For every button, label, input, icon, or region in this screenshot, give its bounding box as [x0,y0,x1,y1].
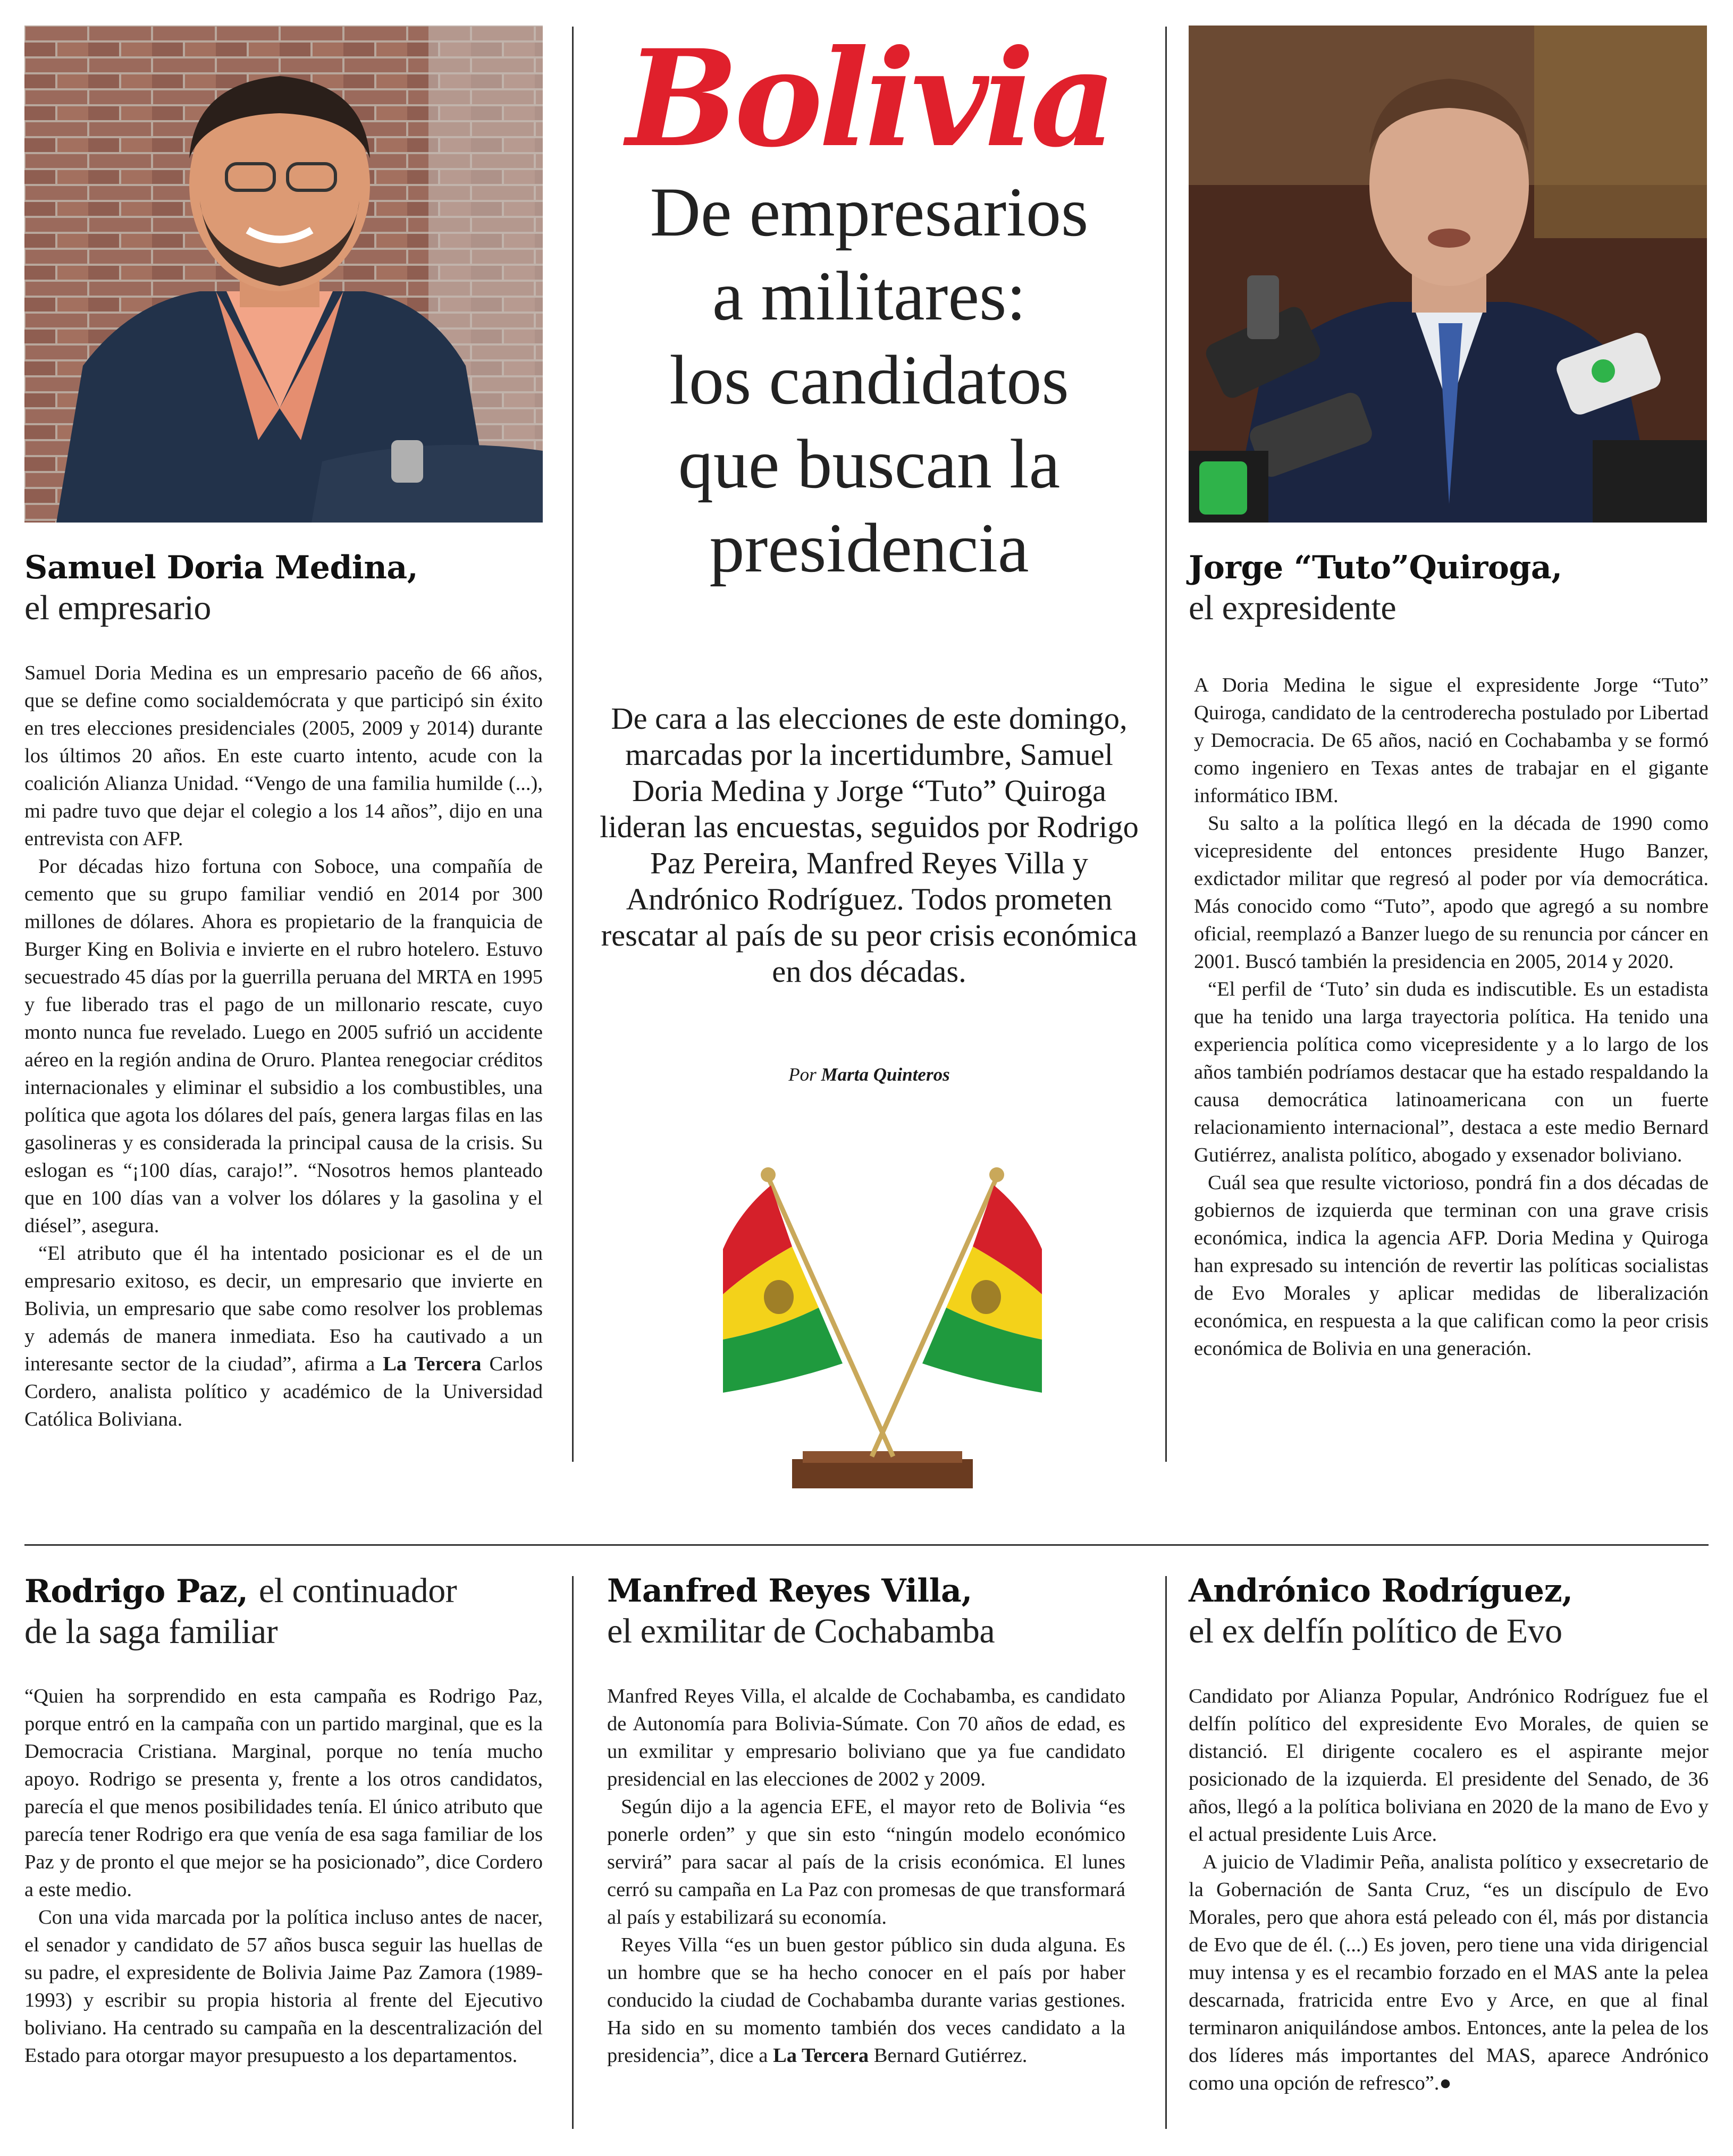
andronico-paragraph [1189,1848,1709,2097]
headline-line: los candidatos [669,341,1069,419]
doria-paragraph [24,1240,543,1433]
byline [595,1064,1143,1085]
headline-line: presidencia [709,509,1029,587]
paz-subtitle-b: de la saga familiar [24,1612,278,1651]
quiroga-body [1194,671,1709,1362]
doria-paragraph: Samuel Doria Medina es un empresario paceño de 66 años, que se define como socialdemócrata y que participó sin éxito en tres elecciones presidenciales (2005, 2009 y 2014) durante los últimos 20 años. En este cuarto intento, acude con la coalición Alianza Unidad. “Vengo de una familia humilde (...), mi padre tuvo que dejar el colegio a los 14 años”, dijo en una entrevista con AFP. [24,662,543,850]
doria-paragraph-outlet: La Tercera [383,1353,482,1375]
byline-author: Marta Quinteros [821,1064,950,1085]
paz-body [24,1682,543,2069]
andronico-paragraph-text: A juicio de Vladimir Peña, analista político y exsecretario de la Gobernación de Santa Cruz, “es un discípulo de Evo Morales, pero que ahora está peleado con él, más por distancia de Evo que de él. (...) Es joven, pero tiene una vida dirigencial muy intensa y es el recambio forzado en el MAS ante la pelea descarnada, fratricida entre Evo y Arce, en que al final terminaron aniquilándose ambos. Entonces, ante la pelea de los dos líderes más importantes del MAS, aparece Andrónico como una opción de refresco”. [1189,1851,1709,2094]
doria-name: Samuel Doria Medina, [24,549,418,586]
byline-prefix: Por [788,1064,817,1085]
reyes-paragraph-end: Bernard Gutiérrez. [873,2044,1028,2067]
headline-line: De empresarios [650,173,1089,251]
paz-name: Rodrigo Paz, [24,1573,248,1610]
paz-heading [24,1571,561,1652]
doria-subtitle: el empresario [24,588,211,627]
doria-paragraph-end: Carlos Cordero, analista político y académico de la Universidad Católica Boliviana. [24,1353,543,1430]
standfirst: De cara a las elecciones de este domingo, marcadas por la incertidumbre, Samuel Doria Medina y Jorge “Tuto” Quiroga lideran las encuestas, seguidos por Rodrigo Paz Pereira, Manfred Reyes Villa y Andrónico Rodríguez. Todos prometen rescatar al país de su peor crisis económica en dos décadas. [600,701,1139,989]
reyes-subtitle: el exmilitar de Cochabamba [607,1612,995,1650]
doria-paragraph-text: “El atributo que él ha intentado posicionar es el de un empresario exitoso, es decir, un empresario que invierte en Bolivia, un empresario que sabe como resolver los problemas y además de manera inmediata. Eso ha cautivado a un interesante sector de la ciudad”, afirma a [24,1242,543,1375]
paz-paragraph: Con una vida marcada por la política incluso antes de nacer, el senador y candidato de 57 años busca seguir las huellas de su padre, el expresidente de Bolivia Jaime Paz Zamora (1989-1993) y escribir su propia historia al frente del Ejecutivo boliviano. Ha centrado su campaña en la descentralización del Estado para otorgar mayor presupuesto a los departamentos. [24,1906,543,2067]
section-divider [24,1544,1709,1546]
andronico-subtitle: el ex delfín político de Evo [1189,1612,1562,1650]
column-rule-right [1165,27,1167,1462]
andronico-name: Andrónico Rodríguez, [1189,1572,1573,1610]
quiroga-paragraph: A Doria Medina le sigue el expresidente Jorge “Tuto” Quiroga, candidato de la centroderecha postulado por Libertad y Democracia. De 65 años, nació en Cochabamba y se formó como ingeniero en Texas antes de trabajar en el gigante informático IBM. [1194,674,1709,807]
photo-doria-medina [24,26,543,523]
quiroga-name: Jorge “Tuto”Quiroga, [1189,549,1562,586]
andronico-heading [1189,1571,1720,1652]
quiroga-paragraph: Cuál sea que resulte victorioso, pondrá fin a dos décadas de gobiernos de izquierda que terminan con una grave crisis económica, indica la agencia AFP. Doria Medina y Quiroga han expresado su intención de revertir las políticas socialistas de Evo Morales y aplicar medidas de liberalización económica, en respuesta a la que califican como la peor crisis económica de Bolivia en una generación. [1194,1172,1709,1360]
photo-quiroga [1189,26,1707,523]
reyes-heading [607,1571,1160,1652]
reyes-paragraph [607,1931,1125,2069]
page-headline [590,170,1148,590]
reyes-paragraph-outlet: La Tercera [773,2044,869,2067]
reyes-paragraph-text: Reyes Villa “es un buen gestor público sin duda alguna. Es un hombre que se ha hecho conocer en el país por haber conducido la ciudad de Cochabamba durante varias gestiones. Ha sido en su momento también dos veces candidato a la presidencia”, dice a [607,1934,1125,2067]
paz-paragraph: “Quien ha sorprendido en esta campaña es Rodrigo Paz, porque entró en la campaña con un partido marginal, que es la Democracia Cristiana. Marginal, porque no tenía mucho apoyo. Rodrigo se presenta y, frente a los otros candidatos, parecía el que menos posibilidades tenía. El único atributo que parecía tener Rodrigo era que venía de esa saga familiar de los Paz y de pronto el que mejor se ha posicionado”, dice Cordero a este medio. [24,1685,543,1901]
andronico-paragraph: Candidato por Alianza Popular, Andrónico Rodríguez fue el delfín político del expresidente Evo Morales, de quien se distanció. El dirigente cocalero es el aspirante mejor posicionado de la izquierda. El presidente del Senado, de 36 años, llegó a la política boliviana en 2020 de la mano de Evo y el actual presidente Luis Arce. [1189,1685,1709,1846]
reyes-paragraph: Según dijo a la agencia EFE, el mayor reto de Bolivia “es ponerle orden” y que sin esto “ningún modelo económico servirá” para sacar al país de la crisis económica. El lunes cerró su campaña en La Paz con promesas de que transformará al país y estabilizará su economía. [607,1796,1125,1928]
reyes-body [607,1682,1125,2069]
column-rule-bottom-left [572,1576,574,2129]
doria-body [24,659,543,1433]
paz-subtitle-a: el continuador [258,1571,457,1610]
end-mark-icon: ● [1439,2072,1452,2094]
portrait-quiroga-icon [1189,26,1707,523]
quiroga-heading [1189,548,1720,628]
headline-line: a militares: [712,257,1027,335]
andronico-body [1189,1682,1709,2097]
column-rule-left [572,27,574,1462]
crossed-bolivian-flags-icon [718,1153,1047,1494]
headline-line: que buscan la [678,425,1061,503]
section-logo: Bolivia [626,20,1113,176]
flags-illustration [718,1153,1047,1494]
quiroga-paragraph: Su salto a la política llegó en la década de 1990 como vicepresidente del entonces presidente Hugo Banzer, exdictador militar que regresó al poder por vía democrática. Más conocido como “Tuto”, apodo que agregó a su nombre oficial, reemplazó a Banzer luego de su renuncia por cáncer en 2001. Buscó también la presidencia en 2005, 2014 y 2020. [1194,812,1709,973]
doria-paragraph: Por décadas hizo fortuna con Soboce, una compañía de cemento que su grupo familiar vendió en 2014 por 300 millones de dólares. Ahora es propietario de la franquicia de Burger King en Bolivia e invierte en el rubro hotelero. Estuvo secuestrado 45 días por la guerrilla peruana del MRTA en 1995 y fue liberado tras el pago de un millonario rescate, cuyo monto nunca fue revelado. Luego en 2005 sufrió un accidente aéreo en la región andina de Oruro. Plantea renegociar créditos internacionales y eliminar el subsidio a los combustibles, una política que agota los dólares del país, genera largas filas en las gasolineras y es considerada la principal causa de la crisis. Su eslogan es “¡100 días, carajo!”. “Nosotros hemos planteado que en 100 días van a volver los dólares y la gasolina y el diésel”, asegura. [24,855,543,1237]
doria-heading [24,548,556,628]
quiroga-paragraph: “El perfil de ‘Tuto’ sin duda es indiscutible. Es un estadista que ha tenido una larga trayectoria política. Ha tenido una experiencia política como vicepresidente y a lo largo de los años también podríamos destacar que ha estado respaldando la causa democrática latinoamericana con un fuerte relacionamiento internacional”, destaca a este medio Bernard Gutiérrez, analista político, abogado y exsenador boliviano. [1194,978,1709,1166]
portrait-doria-medina-icon [24,26,543,523]
reyes-name: Manfred Reyes Villa, [607,1572,972,1610]
quiroga-subtitle: el expresidente [1189,588,1397,627]
column-rule-bottom-right [1165,1576,1167,2129]
reyes-paragraph: Manfred Reyes Villa, el alcalde de Cochabamba, es candidato de Autonomía para Bolivia-Súmate. Con 70 años de edad, es un exmilitar y empresario boliviano que ya fue candidato presidencial en las elecciones de 2002 y 2009. [607,1685,1125,1790]
